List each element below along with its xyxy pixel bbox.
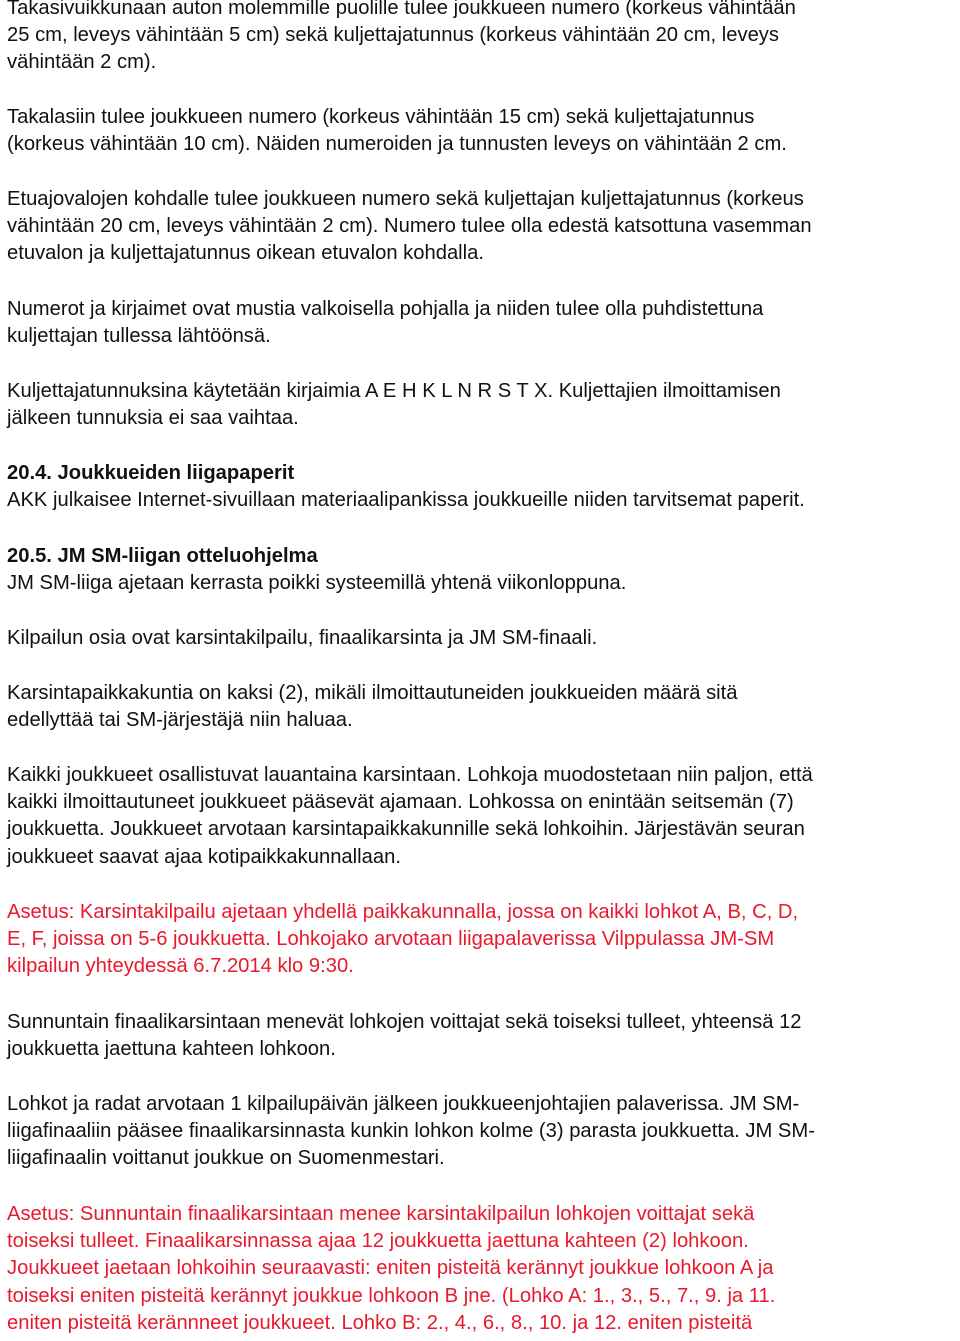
text-line: Karsintapaikkakuntia on kaksi (2), mikäli ilmoittautuneiden joukkueiden määrä sitä <box>7 682 738 704</box>
text-line: kaikki ilmoittautuneet joukkueet pääsevät ajamaan. Lohkossa on enintään seitsemän (7) <box>7 791 794 814</box>
text-line: Takalasiin tulee joukkueen numero (korkeus vähintään 15 cm) sekä kuljettajatunnus <box>7 106 755 128</box>
text-line: Etuajovalojen kohdalle tulee joukkueen numero sekä kuljettajan kuljettajatunnus (korkeus <box>7 188 804 210</box>
paragraph-rear-side-window <box>7 0 796 77</box>
text-line: edellyttää tai SM-järjestäjä niin haluaa. <box>7 709 353 732</box>
text-line: Lohkot ja radat arvotaan 1 kilpailupäivän jälkeen joukkueenjohtajien palaverissa. JM SM- <box>7 1093 800 1115</box>
text-line: Joukkueet jaetaan lohkoihin seuraavasti: eniten pisteitä kerännyt joukkue lohkoon A ja <box>7 1257 774 1280</box>
paragraph-competition-parts <box>7 625 597 652</box>
section-number: 20.5. <box>7 545 52 567</box>
text-line: liigafinaaliin pääsee finaalikarsinnasta kunkin lohkon kolme (3) parasta joukkuetta. JM SM- <box>7 1120 815 1143</box>
text-line: Kuljettajatunnuksina käytetään kirjaimia A E H K L N R S T X. Kuljettajien ilmoittamisen <box>7 380 781 402</box>
notice-qualifying <box>7 899 798 981</box>
text-line: joukkuetta. Joukkueet arvotaan karsintapaikkakunnille sekä lohkoihin. Järjestävän seuran <box>7 818 805 841</box>
text-line: Takasivuikkunaan auton molemmille puolille tulee joukkueen numero (korkeus vähintään <box>7 0 796 19</box>
text-line: kuljettajan tullessa lähtöönsä. <box>7 325 271 348</box>
section-20-5 <box>7 543 626 597</box>
paragraph-groups-and-tracks <box>7 1091 815 1173</box>
paragraph-sunday-final-qualifying <box>7 1009 802 1063</box>
text-line: liigafinaalin voittanut joukkue on Suomenmestari. <box>7 1147 445 1170</box>
paragraph-all-teams <box>7 762 813 871</box>
paragraph-headlights <box>7 186 812 268</box>
section-title: Joukkueiden liigapaperit <box>57 462 295 484</box>
paragraph-colors <box>7 296 763 350</box>
text-line: vähintään 2 cm). <box>7 51 157 74</box>
text-line: Asetus: Karsintakilpailu ajetaan yhdellä paikkakunnalla, jossa on kaikki lohkot A, B, C, D, <box>7 901 799 923</box>
text-line: Sunnuntain finaalikarsintaan menevät lohkojen voittajat sekä toiseksi tulleet, yhteensä 12 <box>7 1011 802 1033</box>
paragraph-qualifying-venues <box>7 680 738 734</box>
text-line: joukkueet saavat ajaa kotipaikkakunnallaan. <box>7 845 401 868</box>
text-line: E, F, joissa on 5-6 joukkuetta. Lohkojako arvotaan liigapalaverissa Vilppulassa JM-SM <box>7 928 775 951</box>
text-line: eniten pisteitä kerännneet joukkueet. Lohko B: 2., 4., 6., 8., 10. ja 12. eniten pisteitä <box>7 1311 753 1334</box>
paragraph-driver-codes <box>7 378 781 432</box>
section-heading <box>7 460 805 487</box>
text-line: joukkuetta jaettuna kahteen lohkoon. <box>7 1038 336 1061</box>
text-line: jälkeen tunnuksia ei saa vaihtaa. <box>7 407 299 430</box>
section-number: 20.4. <box>7 462 52 484</box>
text-line: 25 cm, leveys vähintään 5 cm) sekä kuljettajatunnus (korkeus vähintään 20 cm, leveys <box>7 24 779 47</box>
section-title: JM SM-liigan otteluohjelma <box>57 545 318 567</box>
notice-final-qualifying <box>7 1201 775 1337</box>
text-line: (korkeus vähintään 10 cm). Näiden numeroiden ja tunnusten leveys on vähintään 2 cm. <box>7 133 787 156</box>
text-line: Numerot ja kirjaimet ovat mustia valkoisella pohjalla ja niiden tulee olla puhdistettuna <box>7 298 764 320</box>
section-text: AKK julkaisee Internet-sivuillaan materiaalipankissa joukkueille niiden tarvitsemat paperit. <box>7 489 805 512</box>
text-line: toiseksi tulleet. Finaalikarsinnassa ajaa 12 joukkuetta jaettuna kahteen (2) lohkoon. <box>7 1230 749 1253</box>
text-line: kilpailun yhteydessä 6.7.2014 klo 9:30. <box>7 955 354 978</box>
section-heading <box>7 543 626 570</box>
text-line: Asetus: Sunnuntain finaalikarsintaan menee karsintakilpailun lohkojen voittajat sekä <box>7 1203 755 1225</box>
text-line: vähintään 20 cm, leveys vähintään 2 cm). Numero tulee olla edestä katsottuna vasemman <box>7 215 812 238</box>
section-20-4 <box>7 460 805 514</box>
text-line: toiseksi eniten pisteitä kerännyt joukkue lohkoon B jne. (Lohko A: 1., 3., 5., 7., 9. ja 11. <box>7 1284 776 1307</box>
section-text: JM SM-liiga ajetaan kerrasta poikki systeemillä yhtenä viikonloppuna. <box>7 572 627 595</box>
text-line: etuvalon ja kuljettajatunnus oikean etuvalon kohdalla. <box>7 242 484 265</box>
paragraph-rear-window <box>7 104 787 158</box>
text-line: Kaikki joukkueet osallistuvat lauantaina karsintaan. Lohkoja muodostetaan niin paljon, että <box>7 764 813 786</box>
text-line: Kilpailun osia ovat karsintakilpailu, finaalikarsinta ja JM SM-finaali. <box>7 627 598 649</box>
